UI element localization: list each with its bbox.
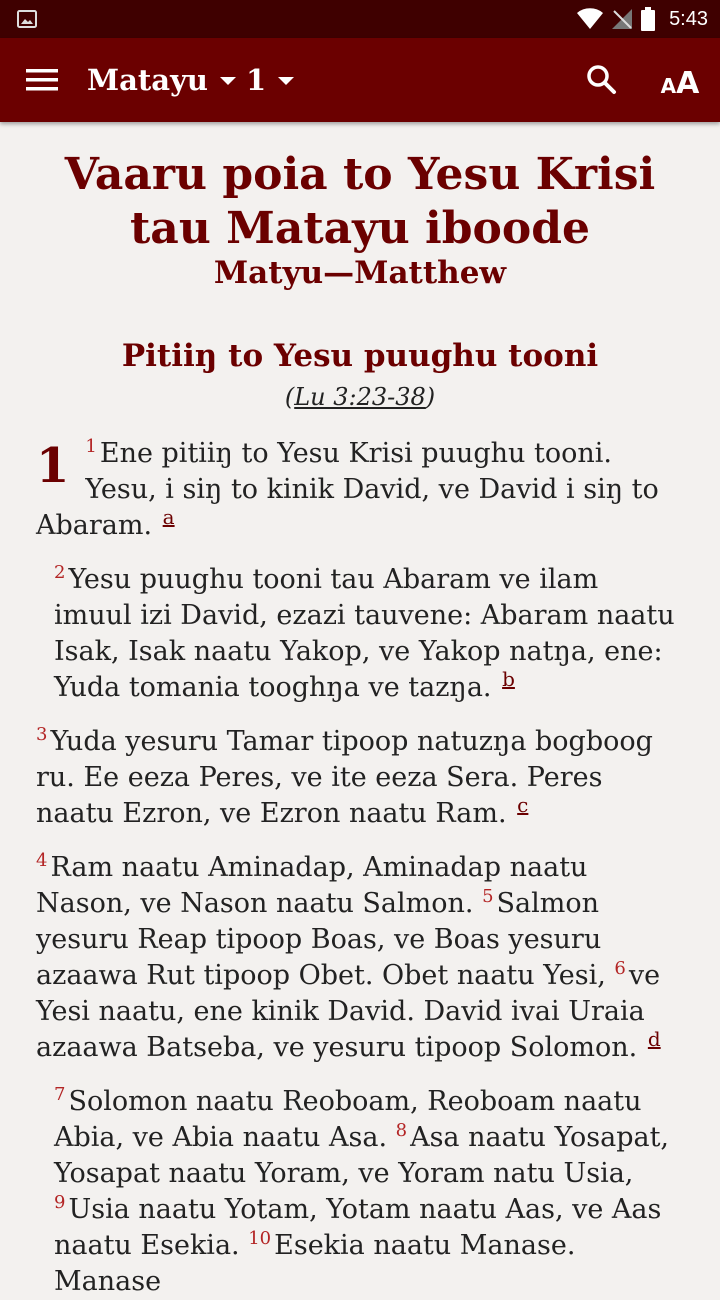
footnote-link[interactable]: a	[162, 505, 175, 529]
clock: 5:43	[669, 7, 708, 30]
book-title: Vaaru poia to Yesu Krisi tau Matayu iboode	[64, 149, 656, 254]
text-size-icon[interactable]	[656, 56, 704, 104]
no-signal-icon	[611, 8, 633, 30]
verse-text: ve Yesi naatu, ene kinik David. David ivai Uraia azaawa Batseba, ve yesuru tipoop Solomon.	[36, 960, 661, 1063]
app-bar	[0, 38, 720, 122]
image-icon	[17, 10, 37, 28]
paragraph	[36, 850, 684, 1066]
verse-number: 4	[36, 850, 48, 871]
book-subtitle: Matyu—Matthew	[213, 255, 507, 291]
chapter-drop-number: 1	[36, 438, 70, 494]
text-size-big-letter: A	[676, 66, 700, 101]
paragraph	[36, 562, 684, 706]
verse-text: Ene pitiiŋ to Yesu Krisi puughu tooni. Yesu, i siŋ to kinik David, ve David i siŋ to Abaram.	[36, 438, 659, 541]
status-bar	[0, 0, 720, 38]
verse-number: 8	[395, 1120, 408, 1141]
footnote-link[interactable]: d	[647, 1027, 661, 1051]
wifi-icon	[577, 8, 603, 30]
paragraph	[36, 1084, 684, 1300]
verse-text: Esekia naatu Manase. Manase	[54, 1230, 576, 1297]
verse-number: 9	[54, 1192, 66, 1213]
book-name: Matayu	[87, 63, 209, 97]
paren-open: (	[284, 383, 295, 411]
verse-number: 5	[482, 886, 494, 907]
text-size-small-letter: A	[660, 74, 677, 98]
paragraph	[36, 436, 684, 544]
chevron-down-icon	[278, 77, 294, 85]
book-selector[interactable]	[87, 58, 236, 102]
parallel-reference	[0, 380, 720, 414]
search-icon[interactable]	[582, 60, 622, 100]
verse-number: 2	[54, 562, 66, 583]
verse-number: 6	[614, 958, 626, 979]
footnote-link[interactable]: b	[502, 667, 515, 691]
chapter-selector[interactable]	[246, 58, 294, 102]
verse-text: Salmon yesuru Reap tipoop Boas, ve Boas yesuru azaawa Rut tipoop Obet. Obet naatu Yesi,	[36, 888, 615, 991]
verse-number: 7	[54, 1084, 66, 1105]
verse-text: Ram naatu Aminadap, Aminadap naatu Nason, ve Nason naatu Salmon.	[36, 852, 588, 919]
chevron-down-icon	[220, 77, 236, 85]
verse-number: 3	[36, 724, 48, 745]
verse-text: Yuda yesuru Tamar tipoop natuzŋa bogboog ru. Ee eeza Peres, ve ite eeza Sera. Peres naatu Ezron, ve Ezron naatu Ram.	[36, 726, 653, 829]
verse-text: Usia naatu Yotam, Yotam naatu Aas, ve Aas naatu Esekia.	[54, 1194, 662, 1261]
parallel-reference-link[interactable]: Lu 3:23-38	[294, 383, 426, 411]
battery-icon	[641, 7, 655, 31]
verse-text: Asa naatu Yosapat, Yosapat naatu Yoram, ve Yoram natu Usia,	[54, 1122, 670, 1189]
section-heading: Pitiiŋ to Yesu puughu tooni	[121, 338, 599, 374]
status-icons	[577, 0, 708, 38]
chapter-number: 1	[246, 63, 267, 97]
verse-number: 1	[85, 436, 97, 457]
bible-text-view[interactable]	[0, 122, 720, 1297]
paren-close: )	[425, 383, 436, 411]
verse-number: 10	[248, 1228, 272, 1249]
menu-icon[interactable]	[26, 67, 58, 93]
verse-text: Yesu puughu tooni tau Abaram ve ilam imuul izi David, ezazi tauvene: Abaram naatu Isak, Isak naatu Yakop, ve Yakop natŋa, ene: Yuda tomania tooghŋa ve tazŋa.	[54, 564, 675, 703]
paragraph	[36, 724, 684, 832]
footnote-link[interactable]: c	[517, 793, 529, 817]
verse-text: Solomon naatu Reoboam, Reoboam naatu Abia, ve Abia naatu Asa.	[54, 1086, 642, 1153]
